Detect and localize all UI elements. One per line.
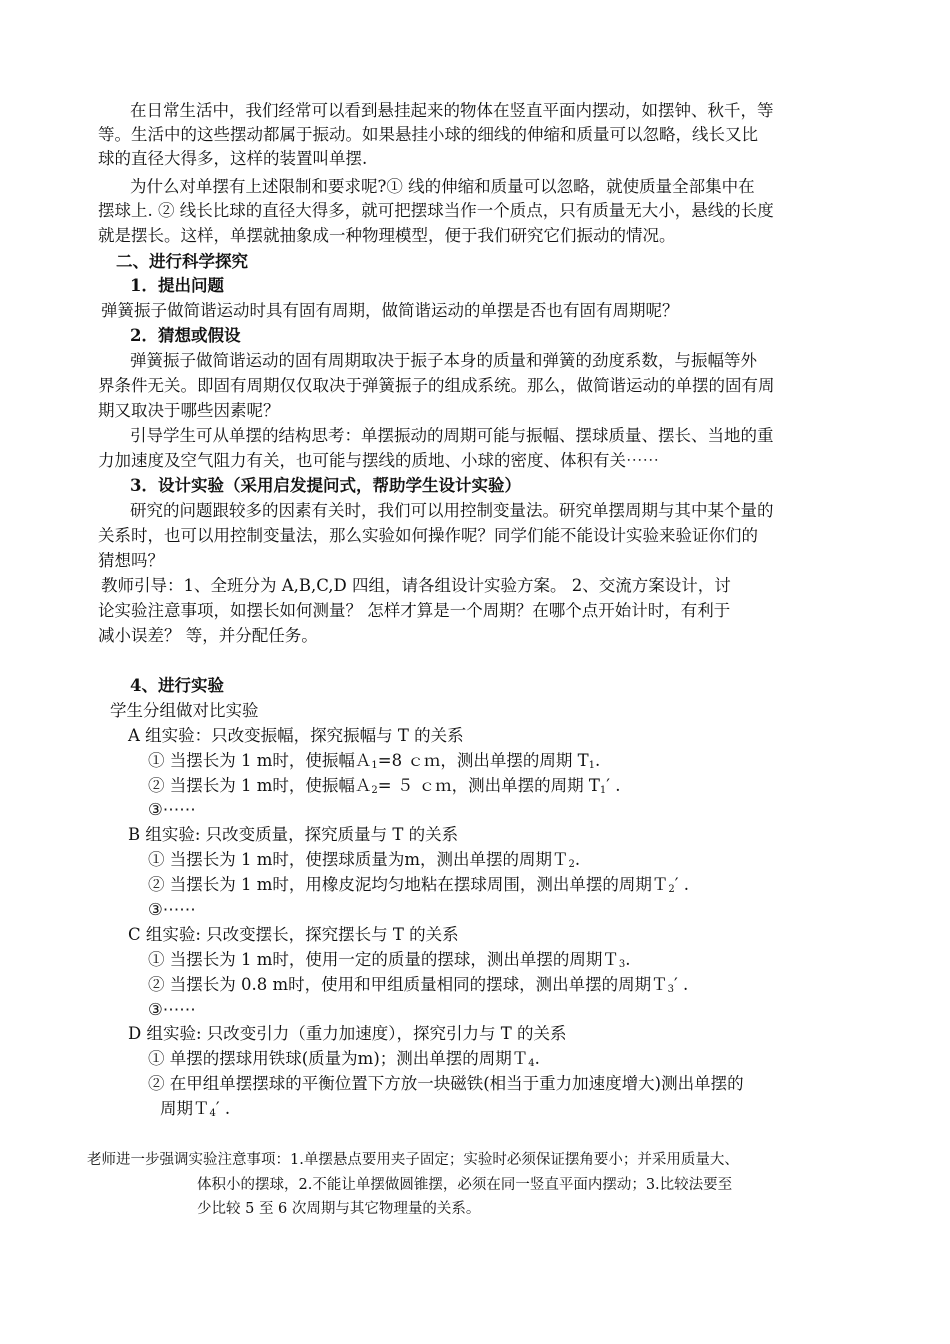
step3-p2-line3: 减小误差？ 等，并分配任务。 <box>98 626 318 645</box>
step2-p1-line3: 期又取决于哪些因素呢？ <box>98 401 280 420</box>
step3-p1-line3: 猜想吗？ <box>98 551 164 570</box>
intro-p2-line2: 摆球上. ② 线长比球的直径大得多，就可把摆球当作一个质点，只有质量无大小，悬线的长度 <box>98 201 774 220</box>
teacher-note-line1: 老师进一步强调实验注意事项：1.单摆悬点要用夹子固定；实验时必须保证摆角要小；并采用质量大、 <box>87 1152 739 1168</box>
intro-p1-line1: 在日常生活中，我们经常可以看到悬挂起来的物体在竖直平面内摆动，如摆钟、秋千，等 <box>130 101 774 120</box>
step3-p1-line2: 关系时，也可以用控制变量法，那么实验如何操作呢？同学们能不能设计实验来验证你们的 <box>98 526 758 545</box>
group-a-item2: ② 当摆长为 1 m时，使振幅Ａ$_2$= ５ ｃｍ，测出单摆的周期 $T_1'$ . <box>148 776 621 796</box>
step2-p2-line2: 力加速度及空气阻力有关，也可能与摆线的质地、小球的密度、体积有关⋯⋯ <box>98 451 659 470</box>
step4-intro: 学生分组做对比实验 <box>110 701 259 720</box>
group-c-item1: ① 当摆长为 1 m时，使用一定的质量的摆球，测出单摆的周期Ｔ$_3$. <box>148 950 631 970</box>
group-a-item3: ③⋯⋯ <box>148 800 196 819</box>
group-b-item2: ② 当摆长为 1 m时，用橡皮泥均匀地粘在摆球周围，测出单摆的周期Ｔ$_2$′ . <box>148 875 690 895</box>
intro-p1-line2: 等。生活中的这些摆动都属于振动。如果悬挂小球的细线的伸缩和质量可以忽略，线长又比 <box>98 125 758 144</box>
group-d-item2-line1: ② 在甲组单摆摆球的平衡位置下方放一块磁铁(相当于重力加速度增大)测出单摆的 <box>148 1074 744 1093</box>
step2-p1-line1: 弹簧振子做简谐运动的固有周期取决于振子本身的质量和弹簧的劲度系数，与振幅等外 <box>130 351 757 370</box>
group-c-item2: ② 当摆长为 0.8 m时，使用和甲组质量相同的摆球，测出单摆的周期Ｔ$_3$′ . <box>148 975 689 995</box>
step3-p2-line1: 教师引导：1、全班分为 A,B,C,D 四组，请各组设计实验方案。 2、交流方案设计，讨 <box>101 576 731 595</box>
group-b-item1: ① 当摆长为 1 m时，使摆球质量为m，测出单摆的周期Ｔ$_2$. <box>148 850 581 870</box>
group-b-item3: ③⋯⋯ <box>148 900 196 919</box>
step2-p1-line2: 界条件无关。即固有周期仅仅取决于弹簧振子的组成系统。那么，做简谐运动的单摆的固有周 <box>98 376 775 395</box>
group-d-item2-line2: 周期Ｔ$_4$′ . <box>160 1099 231 1119</box>
intro-p2-line1: 为什么对单摆有上述限制和要求呢?① 线的伸缩和质量可以忽略，就使质量全部集中在 <box>130 177 755 196</box>
step3-p1-line1: 研究的问题跟较多的因素有关时，我们可以用控制变量法。研究单摆周期与其中某个量的 <box>130 501 774 520</box>
step4-heading: 4、进行实验 <box>130 676 224 695</box>
step3-p2-line2: 论实验注意事项，如摆长如何测量？ 怎样才算是一个周期？在哪个点开始计时，有利于 <box>98 601 731 620</box>
step2-p2-line1: 引导学生可从单摆的结构思考：单摆振动的周期可能与振幅、摆球质量、摆长、当地的重 <box>130 426 774 445</box>
section-heading: 二、进行科学探究 <box>116 252 248 271</box>
step2-heading: 2．猜想或假设 <box>130 326 241 345</box>
group-b-title: B 组实验: 只改变质量，探究质量与 T 的关系 <box>128 825 459 844</box>
group-a-item1: ① 当摆长为 1 m时，使振幅Ａ$_1$=8 ｃｍ，测出单摆的周期 $T_1$. <box>148 751 601 771</box>
step1-heading: 1．提出问题 <box>130 276 224 295</box>
teacher-note-line2: 体积小的摆球，2.不能让单摆做圆锥摆，必须在同一竖直平面内摆动；3.比较法要至 <box>197 1177 733 1193</box>
group-a-title: A 组实验：只改变振幅，探究振幅与 T 的关系 <box>128 726 464 745</box>
group-c-item3: ③⋯⋯ <box>148 1000 196 1019</box>
group-d-item1: ① 单摆的摆球用铁球(质量为m)；测出单摆的周期Ｔ$_4$. <box>148 1049 540 1069</box>
intro-p2-line3: 就是摆长。这样，单摆就抽象成一种物理模型，便于我们研究它们振动的情况。 <box>98 226 676 245</box>
teacher-note-line3: 少比较 5 至 6 次周期与其它物理量的关系。 <box>197 1201 481 1217</box>
intro-p1-line3: 球的直径大得多，这样的装置叫单摆. <box>98 149 368 168</box>
step3-heading: 3．设计实验（采用启发提问式，帮助学生设计实验） <box>130 476 521 495</box>
group-d-title: D 组实验: 只改变引力（重力加速度），探究引力与 T 的关系 <box>128 1024 567 1043</box>
group-c-title: C 组实验: 只改变摆长，探究摆长与 T 的关系 <box>128 925 459 944</box>
step1-text: 弹簧振子做简谐运动时具有固有周期，做简谐运动的单摆是否也有固有周期呢？ <box>101 301 679 320</box>
